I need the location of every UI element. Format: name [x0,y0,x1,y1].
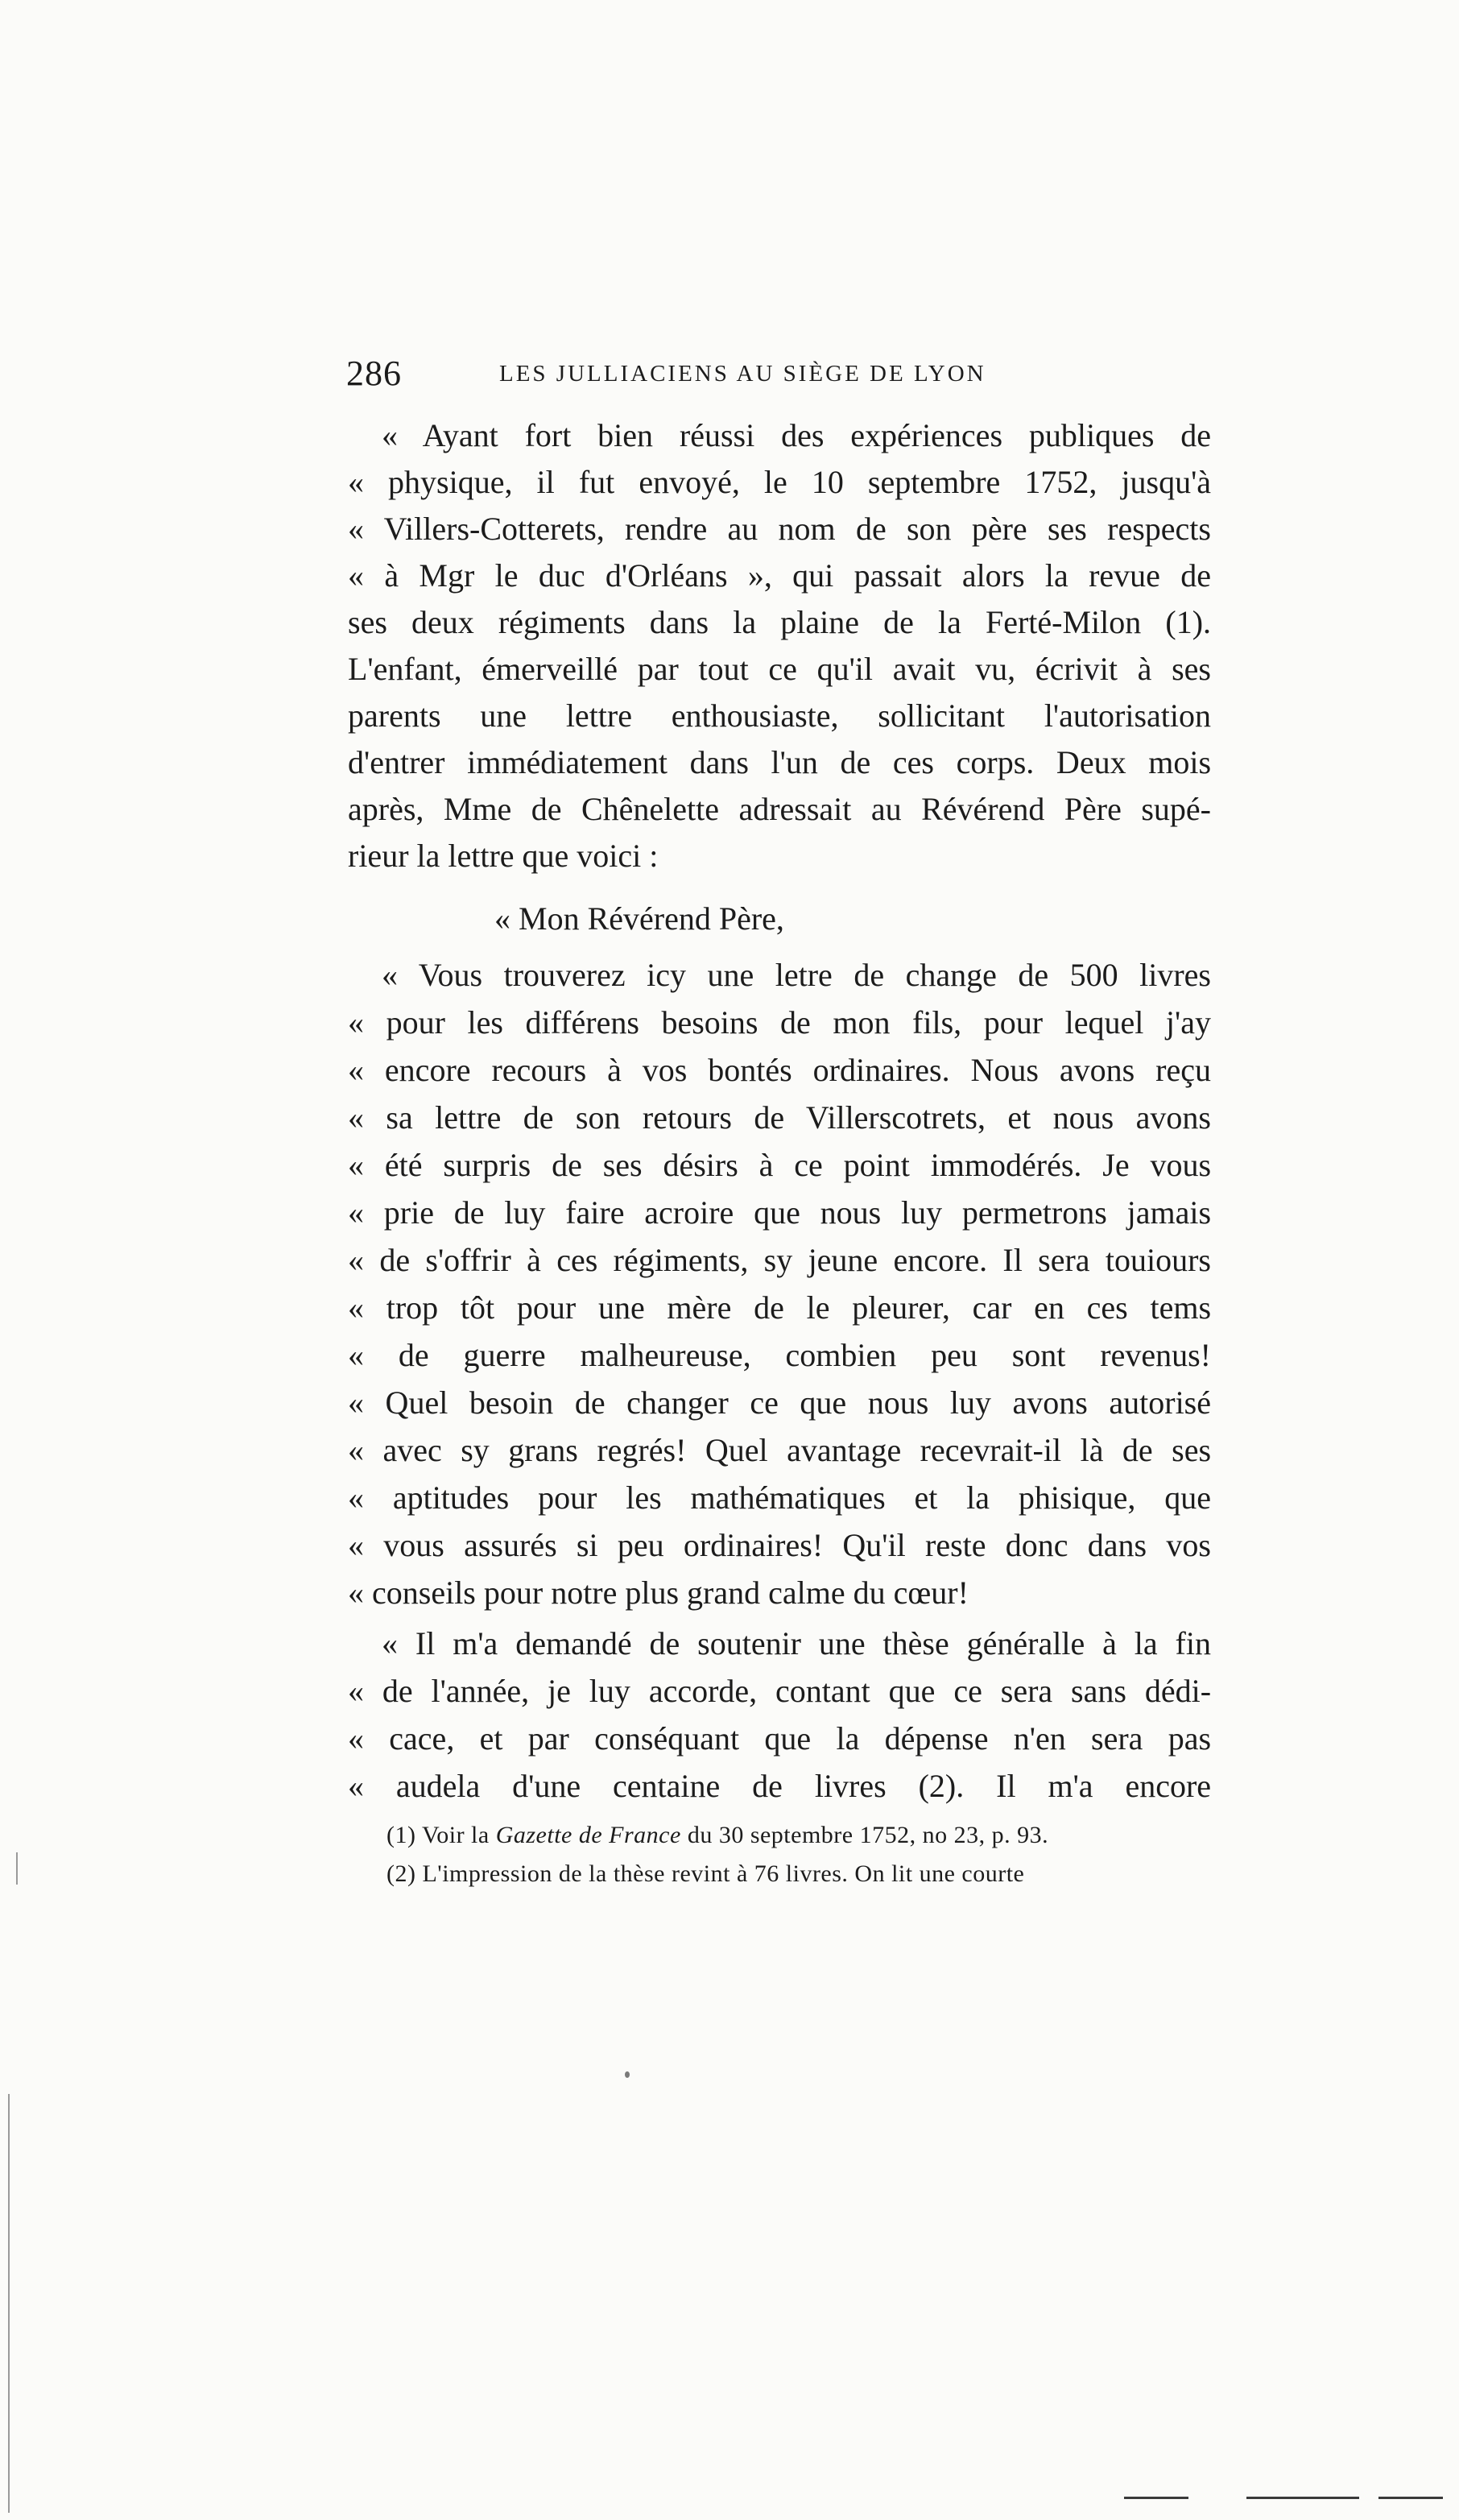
scan-edge-line [16,1852,18,1885]
text-line: « conseils pour notre plus grand calme du cœur! [348,1574,969,1611]
text-line: « Villers-Cotterets, rendre au nom de son père ses respects [348,511,1211,547]
scan-speck [625,2071,630,2078]
text-line: « pour les différens besoins de mon fils, pour lequel j'ay [348,1004,1211,1041]
scan-bottom-rule [1246,2497,1359,2499]
text-line: « sa lettre de son retours de Villerscotrets, et nous avons [348,1099,1211,1136]
page-number: 286 [346,354,402,393]
text-line: « physique, il fut envoyé, le 10 septembre 1752, jusqu'à [348,464,1212,500]
running-title: LES JULLIACIENS AU SIÈGE DE LYON [499,361,986,387]
text-line: « été surpris de ses désirs à ce point immodérés. Je vous [348,1147,1212,1183]
footnote-1-prefix: (1) Voir la [386,1822,490,1848]
scan-bottom-rule [1378,2497,1443,2499]
text-line: « de s'offrir à ces régiments, sy jeune encore. Il sera touiours [348,1242,1211,1278]
footnote-1 [386,1822,1048,1849]
text-line: « Mon Révérend Père, [494,900,784,937]
body-text [348,412,1212,1804]
text-line: parents une lettre enthousiaste, sollicitant l'autorisation [348,697,1211,734]
text-line: rieur la lettre que voici : [348,838,659,874]
footnote-1-title: Gazette de France [495,1822,681,1848]
text-line: d'entrer immédiatement dans l'un de ces corps. Deux mois [348,744,1212,780]
text-line: « à Mgr le duc d'Orléans », qui passait alors la revue de [348,557,1212,594]
footnote-2: (2) L'impression de la thèse revint à 76 livres. On lit une courte [386,1860,1025,1887]
text-line: « Vous trouverez icy une letre de change de 500 livres [382,957,1212,993]
scan-edge-line [8,2094,10,2513]
text-line: « Quel besoin de changer ce que nous luy avons autorisé [348,1384,1212,1421]
running-header [346,346,1040,395]
footnotes [386,1822,1232,1926]
text-line: « de l'année, je luy accorde, contant que ce sera sans dédi- [348,1673,1212,1709]
text-line: « audela d'une centaine de livres (2). Il m'a encore [348,1768,1212,1804]
scan-bottom-rule [1124,2497,1188,2499]
text-line: ses deux régiments dans la plaine de la Ferté-Milon (1). [348,604,1212,640]
text-line: « Il m'a demandé de soutenir une thèse généralle à la fin [382,1625,1211,1661]
text-line: « encore recours à vos bontés ordinaires. Nous avons reçu [348,1052,1211,1088]
text-line: « trop tôt pour une mère de le pleurer, car en ces tems [348,1289,1212,1326]
text-line: « vous assurés si peu ordinaires! Qu'il reste donc dans vos [348,1527,1211,1563]
text-line: « de guerre malheureuse, combien peu sont revenus! [348,1337,1212,1373]
text-line: « prie de luy faire acroire que nous luy permetrons jamais [348,1194,1212,1231]
text-line: après, Mme de Chênelette adressait au Révérend Père supé- [348,791,1211,827]
text-line: L'enfant, émerveillé par tout ce qu'il avait vu, écrivit à ses [348,651,1211,687]
text-line: « aptitudes pour les mathématiques et la phisique, que [348,1479,1211,1516]
text-line: « avec sy grans regrés! Quel avantage recevrait-il là de ses [348,1432,1212,1468]
text-line: « cace, et par conséquant que la dépense n'en sera pas [348,1720,1212,1757]
footnote-1-suffix: du 30 septembre 1752, no 23, p. 93. [687,1822,1049,1848]
text-line: « Ayant fort bien réussi des expériences publiques de [382,417,1212,453]
